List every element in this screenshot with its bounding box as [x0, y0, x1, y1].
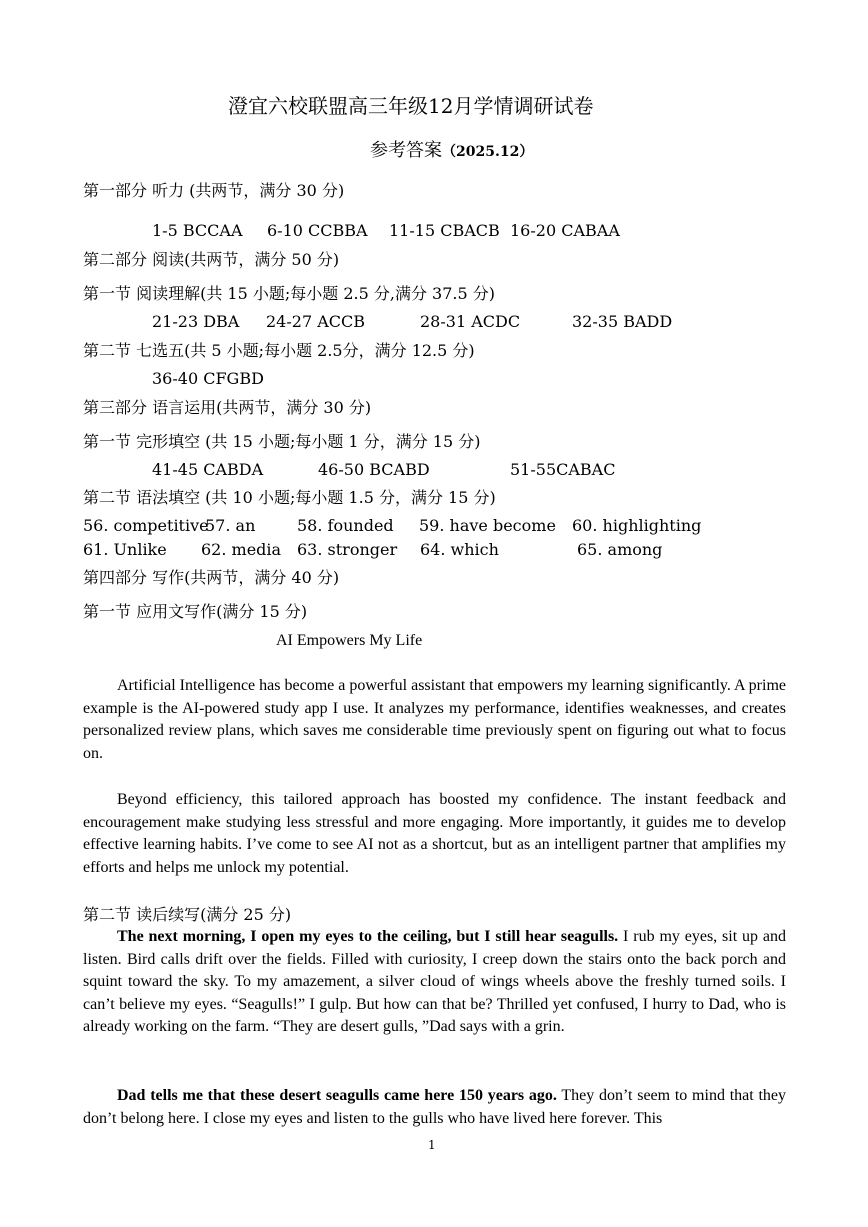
- part4-heading: 第四部分 写作(共两节，满分 40 分): [83, 568, 340, 587]
- part1-heading: 第一部分 听力 (共两节，满分 30 分): [83, 181, 345, 200]
- answer-group: 11-15 CBACB: [389, 221, 500, 240]
- story-paragraph: The next morning, I open my eyes to the ceiling, but I still hear seagulls. I rub my eyes, sit up and listen. Bird calls drift over the fields. Filled with curiosity, I creep down the stairs onto the back porch and squint toward the sky. To my amazement, a silver cloud of wings wheels above the freshly turned soils. I can’t believe my eyes. “Seagulls!” I gulp. But how can that be? Thrilled yet confused, I hurry to Dad, who is already working on the farm. “They are desert gulls, ”Dad says with a grin.: [83, 928, 787, 1035]
- answer-group: 46-50 BCABD: [318, 460, 430, 479]
- part4-section2-heading: 第二节 读后续写(满分 25 分): [83, 905, 292, 924]
- answer-group: 32-35 BADD: [572, 312, 673, 331]
- grammar-answer: 61. Unlike: [83, 540, 167, 559]
- answer-group: 36-40 CFGBD: [152, 369, 264, 388]
- grammar-answer: 60. highlighting: [572, 516, 702, 535]
- answer-group: 51-55CABAC: [510, 460, 616, 479]
- page-number: 1: [428, 1138, 436, 1152]
- subtitle-text: 参考答案: [370, 140, 442, 161]
- essay-title: AI Empowers My Life: [276, 632, 423, 649]
- grammar-answer: 58. founded: [297, 516, 394, 535]
- part2-heading: 第二部分 阅读(共两节，满分 50 分): [83, 250, 340, 269]
- part2-section2-heading: 第二节 七选五(共 5 小题;每小题 2.5分，满分 12.5 分): [83, 341, 475, 360]
- answer-group: 6-10 CCBBA: [267, 221, 368, 240]
- grammar-answer: 56. competitive: [83, 516, 209, 535]
- answer-group: 16-20 CABAA: [510, 221, 620, 240]
- part3-heading: 第三部分 语言运用(共两节，满分 30 分): [83, 398, 372, 417]
- answer-group: 24-27 ACCB: [266, 312, 366, 331]
- answer-group: 28-31 ACDC: [420, 312, 521, 331]
- part2-section1-heading: 第一节 阅读理解(共 15 小题;每小题 2.5 分,满分 37.5 分): [83, 284, 495, 303]
- page-title: 澄宜六校联盟高三年级12月学情调研试卷: [228, 94, 594, 118]
- answer-group: 1-5 BCCAA: [152, 221, 243, 240]
- answer-group: 21-23 DBA: [152, 312, 240, 331]
- grammar-answer: 59. have become: [419, 516, 556, 535]
- grammar-answer: 63. stronger: [297, 540, 398, 559]
- grammar-answer: 65. among: [577, 540, 663, 559]
- grammar-answer: 62. media: [201, 540, 282, 559]
- essay-paragraph: Beyond efficiency, this tailored approach has boosted my confidence. The instant feedback and encouragement make studying less stressful and more engaging. More importantly, it guides me to develop effective learning habits. I’ve come to see AI not as a shortcut, but as an intelligent partner that amplifies my efforts and helps me unlock my potential.: [83, 791, 786, 876]
- grammar-answer: 64. which: [420, 540, 499, 559]
- part3-section2-heading: 第二节 语法填空 (共 10 小题;每小题 1.5 分，满分 15 分): [83, 488, 496, 507]
- part4-section1-heading: 第一节 应用文写作(满分 15 分): [83, 602, 308, 621]
- subtitle-date: （2025.12）: [442, 144, 534, 160]
- part3-section1-heading: 第一节 完形填空 (共 15 小题;每小题 1 分，满分 15 分): [83, 432, 481, 451]
- essay-paragraph: Artificial Intelligence has become a powerful assistant that empowers my learning significantly. A prime example is the AI-powered study app I use. It analyzes my performance, identifies weaknesses, and creates personalized review plans, which saves me considerable time previously spent on figuring out what to focus on.: [83, 677, 786, 762]
- answer-key-subtitle: [370, 140, 533, 163]
- story-lead-sentence: The next morning, I open my eyes to the ceiling, but I still hear seagulls.: [117, 928, 619, 945]
- answer-group: 41-45 CABDA: [152, 460, 264, 479]
- story-lead-sentence: Dad tells me that these desert seagulls came here 150 years ago.: [117, 1087, 557, 1104]
- story-paragraph: Dad tells me that these desert seagulls came here 150 years ago. They don’t seem to mind that they don’t belong here. I close my eyes and listen to the gulls who have lived here forever. This: [83, 1087, 786, 1127]
- grammar-answer: 57. an: [205, 516, 256, 535]
